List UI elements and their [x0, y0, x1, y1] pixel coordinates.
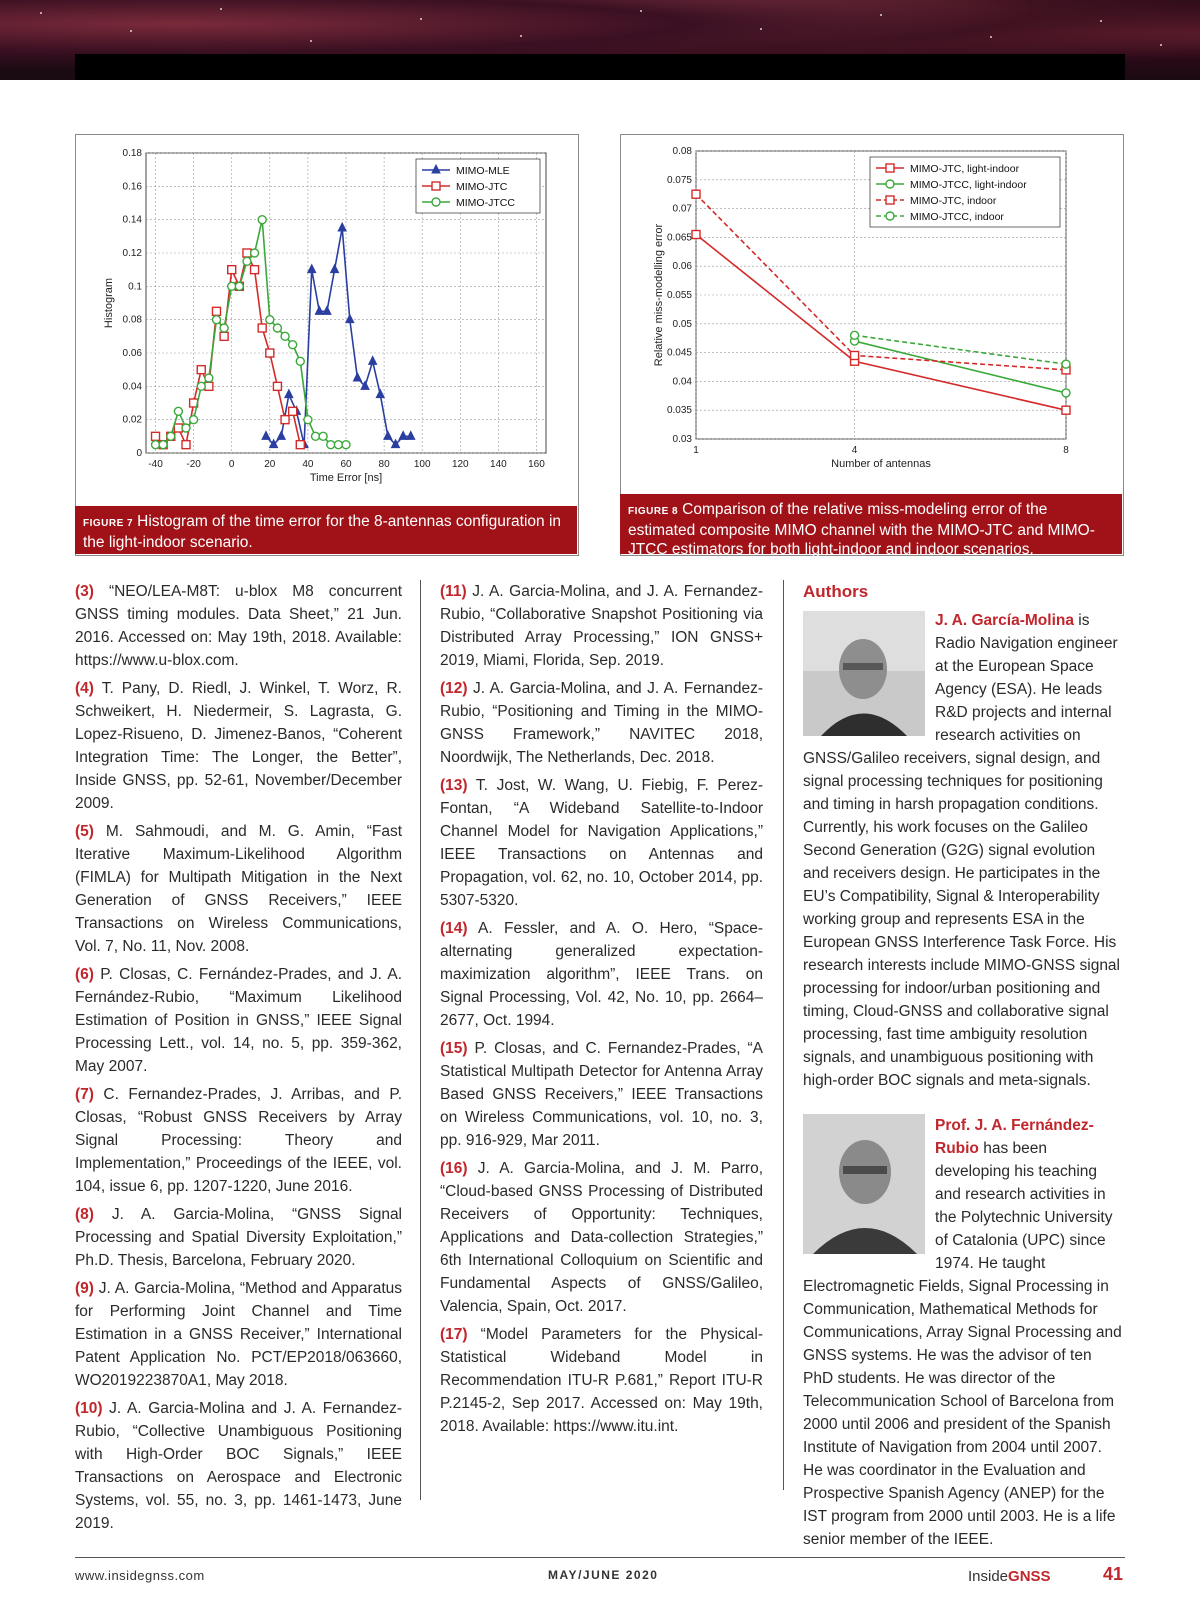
data-point — [220, 332, 228, 340]
x-tick-label: -20 — [186, 459, 201, 470]
reference-item: (15) P. Closas, and C. Fernandez-Prades, “A Statistical Multipath Detector for Antenna Array Based GNSS Receivers,” IEEE Transactions on Wireless Communications, vol. 10, no. 3, pp. 916-929, Mar 2011. — [440, 1040, 764, 1149]
x-tick-label: 8 — [1063, 445, 1069, 456]
figure-8-plot — [621, 135, 1123, 495]
x-tick-label: -40 — [148, 459, 163, 470]
figure-8-chart — [620, 134, 1124, 556]
figure-7-chart — [75, 134, 579, 556]
data-point — [266, 349, 274, 357]
data-point — [851, 331, 859, 339]
data-point — [243, 257, 251, 265]
data-point — [235, 282, 243, 290]
x-tick-label: 60 — [340, 459, 352, 470]
data-point — [182, 441, 190, 449]
reference-item: (12) J. A. Garcia-Molina, and J. A. Fernandez-Rubio, “Positioning and Timing in the MIMO-GNSS Framework,” NAVITEC 2018, Noordwijk, The Netherlands, Dec. 2018. — [440, 680, 763, 766]
y-tick-label: 0.08 — [122, 314, 142, 326]
data-point — [243, 249, 251, 257]
y-tick-label: 0.16 — [122, 181, 142, 193]
legend-label: MIMO-JTC — [456, 181, 508, 193]
y-tick-label: 0.04 — [122, 381, 142, 393]
y-tick-label: 0.03 — [672, 434, 692, 445]
legend-label: MIMO-JTC, indoor — [910, 195, 997, 207]
data-point — [281, 332, 289, 340]
data-point — [342, 441, 350, 449]
x-tick-label: 1 — [693, 445, 699, 456]
reference-item: (11) J. A. Garcia-Molina, and J. A. Fernandez-Rubio, “Collaborative Snapshot Positioning via Distributed Array Processing,” ION GNSS+ 2019, Miami, Florida, Sep. 2019. — [440, 583, 763, 669]
data-point — [1062, 389, 1070, 397]
data-point — [205, 374, 213, 382]
data-point — [212, 316, 220, 324]
data-point — [258, 324, 266, 332]
data-point — [190, 416, 198, 424]
header-bar — [75, 54, 1125, 80]
reference-item: (6) P. Closas, C. Fernández-Prades, and J. A. Fernández-Rubio, “Maximum Likelihood Estimation of Position in GNSS,” IEEE Signal Processing Lett., vol. 14, no. 5, pp. 359-362, May 2007. — [75, 966, 402, 1075]
reference-item: (3) “NEO/LEA-M8T: u-blox M8 concurrent GNSS timing modules. Data Sheet,” 21 Jun. 2016. Accessed on: May 19th, 2018. Available: https://www.u-blox.com. — [75, 583, 402, 669]
x-tick-label: 80 — [378, 459, 390, 470]
data-point — [289, 341, 297, 349]
data-point — [692, 231, 700, 239]
reference-item: (14) A. Fessler, and A. O. Hero, “Space-alternating generalized expectation-maximization algorithm”, IEEE Trans. on Signal Processing, Vol. 42, No. 10, pp. 2664–2677, Oct. 1994. — [440, 920, 764, 1029]
y-tick-label: 0.1 — [128, 281, 142, 293]
footer-divider — [75, 1557, 1125, 1558]
author-2 — [803, 1114, 1125, 1551]
data-point — [1062, 360, 1070, 368]
reference-item: (13) T. Jost, W. Wang, U. Fiebig, F. Perez-Fontan, “A Wideband Satellite-to-Indoor Channel Model for Navigation Applications,” IEEE Transactions on Antennas and Propagation, vol. 62, no. 10, October 2014, pp. 5307-5320. — [440, 777, 764, 909]
footer-issue: MAY/JUNE 2020 — [548, 1568, 659, 1582]
data-point — [296, 441, 304, 449]
footer-brand: InsideGNSS — [968, 1568, 1051, 1585]
data-point — [281, 416, 289, 424]
legend-marker — [432, 182, 440, 190]
data-point — [167, 432, 175, 440]
x-axis-label: Number of antennas — [831, 458, 931, 470]
data-point — [289, 407, 297, 415]
figure-7-label: FIGURE 7 — [83, 518, 134, 529]
figure-8-label: FIGURE 8 — [628, 506, 679, 517]
y-tick-label: 0.06 — [122, 348, 142, 359]
data-point — [334, 441, 342, 449]
legend-marker — [886, 180, 894, 188]
data-point — [1062, 406, 1070, 414]
column-divider — [783, 580, 784, 1490]
data-point — [296, 357, 304, 365]
data-point — [228, 282, 236, 290]
y-axis-label: Relative miss-modelling error — [653, 223, 665, 367]
reference-item: (17) “Model Parameters for the Physical-Statistical Wideband Model in Recommendation ITU-R P.681,” Report ITU-R P.2145-2, Sep 2017. Accessed on: May 19th, 2018. Available: https://www.itu.int. — [440, 1326, 763, 1435]
data-point — [266, 316, 274, 324]
authors-heading: Authors — [803, 582, 869, 601]
y-tick-label: 0.18 — [122, 148, 142, 159]
data-point — [273, 382, 281, 390]
figure-8-caption — [620, 494, 1122, 558]
references-column-1 — [75, 580, 402, 1540]
data-point — [205, 382, 213, 390]
y-tick-label: 0.065 — [666, 232, 692, 244]
authors-section — [803, 580, 1125, 1573]
x-tick-label: 20 — [264, 459, 276, 470]
data-point — [692, 190, 700, 198]
reference-item: (10) J. A. Garcia-Molina and J. A. Fernandez-Rubio, “Collective Unambiguous Positioning with High-Order BOC Signals,” IEEE Transactions on Aerospace and Electronic Systems, vol. 55, no. 3, pp. 1461-1473, June 2019. — [75, 1400, 402, 1532]
x-tick-label: 40 — [302, 459, 314, 470]
data-point — [228, 266, 236, 274]
data-point — [312, 432, 320, 440]
reference-item: (8) J. A. Garcia-Molina, “GNSS Signal Processing and Spatial Diversity Exploitation,” Ph.D. Thesis, Barcelona, February 2020. — [75, 1206, 403, 1269]
reference-item: (7) C. Fernandez-Prades, J. Arribas, and P. Closas, “Robust GNSS Receivers by Array Signal Processing: Theory and Implementation,” Proceedings of the IEEE, vol. 104, issue 6, pp. 1207-1220, June 2016. — [75, 1086, 403, 1195]
data-point — [273, 324, 281, 332]
legend-marker — [886, 212, 894, 220]
figure-8-caption-text: Comparison of the relative miss-modeling error of the estimated composite MIMO channel with the MIMO-JTC and MIMO-JTCC estimators for both light-indoor and indoor scenarios. — [628, 501, 1095, 558]
author-2-bio: has been developing his teaching and research activities in the Polytechnic University of Catalonia (UPC) since 1974. He taught Electromagnetic Fields, Signal Processing in Communication, Mathematical Methods for Communications, Array Signal Processing and GNSS systems. He was the advisor of ten PhD students. He was director of the Telecommunication School of Barcelona from 2000 until 2006 and president of the Spanish Institute of Navigation from 2004 until 2007. He was coordinator in the Evaluation and Prospective Spanish Agency (ANEP) for the IST program from 2000 until 2003. He is a life senior member of the IEEE. — [803, 1140, 1122, 1548]
x-axis-label: Time Error [ns] — [309, 472, 383, 484]
y-tick-label: 0.045 — [666, 347, 692, 359]
data-point — [159, 441, 167, 449]
author-1-name: J. A. García-Molina — [935, 612, 1074, 629]
legend-label: MIMO-JTCC, light-indoor — [910, 179, 1027, 191]
legend-label: MIMO-JTCC — [456, 197, 515, 209]
x-tick-label: 100 — [413, 459, 431, 470]
data-point — [197, 382, 205, 390]
page-number: 41 — [1103, 1564, 1124, 1584]
y-tick-label: 0.04 — [672, 376, 692, 388]
legend-label: MIMO-MLE — [456, 165, 510, 177]
x-tick-label: 4 — [851, 445, 858, 456]
data-point — [251, 266, 259, 274]
y-axis-label: Histogram — [103, 277, 115, 329]
data-point — [319, 432, 327, 440]
data-point — [174, 407, 182, 415]
y-tick-label: 0.035 — [666, 405, 692, 417]
data-point — [258, 216, 266, 224]
y-tick-label: 0.08 — [672, 146, 692, 157]
y-tick-label: 0.075 — [666, 174, 692, 186]
data-point — [197, 366, 205, 374]
x-tick-label: 120 — [451, 459, 469, 470]
data-point — [182, 424, 190, 432]
reference-item: (4) T. Pany, D. Riedl, J. Winkel, T. Worz, R. Schweikert, H. Niedermeir, S. Lagrasta, G. Lopez-Risueno, D. Jimenez-Banos, “Coherent Integration Time: The Longer, the Better”, Inside GNSS, pp. 52-61, November/December 2009. — [75, 680, 402, 812]
x-tick-label: 0 — [228, 459, 235, 470]
y-tick-label: 0.07 — [672, 203, 692, 215]
y-tick-label: 0.06 — [672, 261, 692, 273]
legend-marker — [886, 196, 894, 204]
references-column-2 — [440, 580, 763, 1443]
figure-7-plot — [76, 135, 578, 507]
figure-7-caption-text: Histogram of the time error for the 8-antennas configuration in the light-indoor scenario. — [83, 513, 562, 551]
data-point — [152, 432, 160, 440]
x-tick-label: 160 — [528, 459, 545, 470]
footer-website[interactable]: www.insidegnss.com — [75, 1568, 205, 1583]
reference-item: (16) J. A. Garcia-Molina, and J. M. Parro, “Cloud-based GNSS Processing of Distributed Receivers of Opportunity: Techniques, Applications and Data-collection Strategies,” 6th International Colloquium on Scientific and Fundamental Aspects of GNSS/Galileo, Valencia, Spain, Oct. 2017. — [440, 1160, 764, 1315]
data-point — [212, 307, 220, 315]
data-point — [327, 441, 335, 449]
reference-item: (5) M. Sahmoudi, and M. G. Amin, “Fast Iterative Maximum-Likelihood Algorithm (FIMLA) for Multipath Mitigation in the Next Generation of GNSS Receivers,” IEEE Transactions on Wireless Communications, Vol. 7, No. 11, Nov. 2008. — [75, 823, 402, 955]
author-2-photo — [803, 1114, 925, 1254]
legend-marker — [886, 164, 894, 172]
column-divider — [420, 580, 421, 1500]
author-1-photo — [803, 611, 925, 736]
reference-item: (9) J. A. Garcia-Molina, “Method and Apparatus for Performing Joint Channel and Time Estimation in a GNSS Receiver,” International Patent Application No. PCT/EP2018/063660, WO2019223870A1, May 2018. — [75, 1280, 403, 1389]
author-1-bio: is Radio Navigation engineer at the European Space Agency (ESA). He leads R&D projects and internal research activities on GNSS/Galileo receivers, signal design, and signal processing techniques for positioning and timing in harsh propagation conditions. Currently, his work focuses on the Galileo Second Generation (G2G) signal evolution and receivers design. He participates in the EU’s Compatibility, Signal & Interoperability working group and represents ESA in the European GNSS Interference Task Force. His research interests include MIMO-GNSS signal processing for indoor/urban positioning and timing, Cloud-GNSS and collaborative signal processing, fast time ambiguity resolution signals, and unambiguous positioning with high-order BOC signals and meta-signals. — [803, 612, 1121, 1089]
data-point — [220, 324, 228, 332]
legend-label: MIMO-JTC, light-indoor — [910, 163, 1020, 175]
y-tick-label: 0.05 — [672, 318, 692, 330]
y-tick-label: 0.14 — [122, 214, 142, 226]
author-2-name: Prof. J. A. Fernández-Rubio — [935, 1117, 1094, 1157]
author-1 — [803, 609, 1125, 1092]
y-tick-label: 0 — [136, 448, 142, 459]
x-tick-label: 140 — [490, 459, 507, 470]
data-point — [304, 416, 312, 424]
data-point — [851, 351, 859, 359]
data-point — [152, 441, 160, 449]
legend-marker — [432, 198, 440, 206]
data-point — [251, 249, 259, 257]
y-tick-label: 0.12 — [122, 248, 142, 259]
legend-label: MIMO-JTCC, indoor — [910, 211, 1004, 223]
figure-7-caption — [75, 506, 577, 554]
y-tick-label: 0.02 — [122, 414, 142, 426]
y-tick-label: 0.055 — [666, 290, 692, 301]
data-point — [174, 424, 182, 432]
